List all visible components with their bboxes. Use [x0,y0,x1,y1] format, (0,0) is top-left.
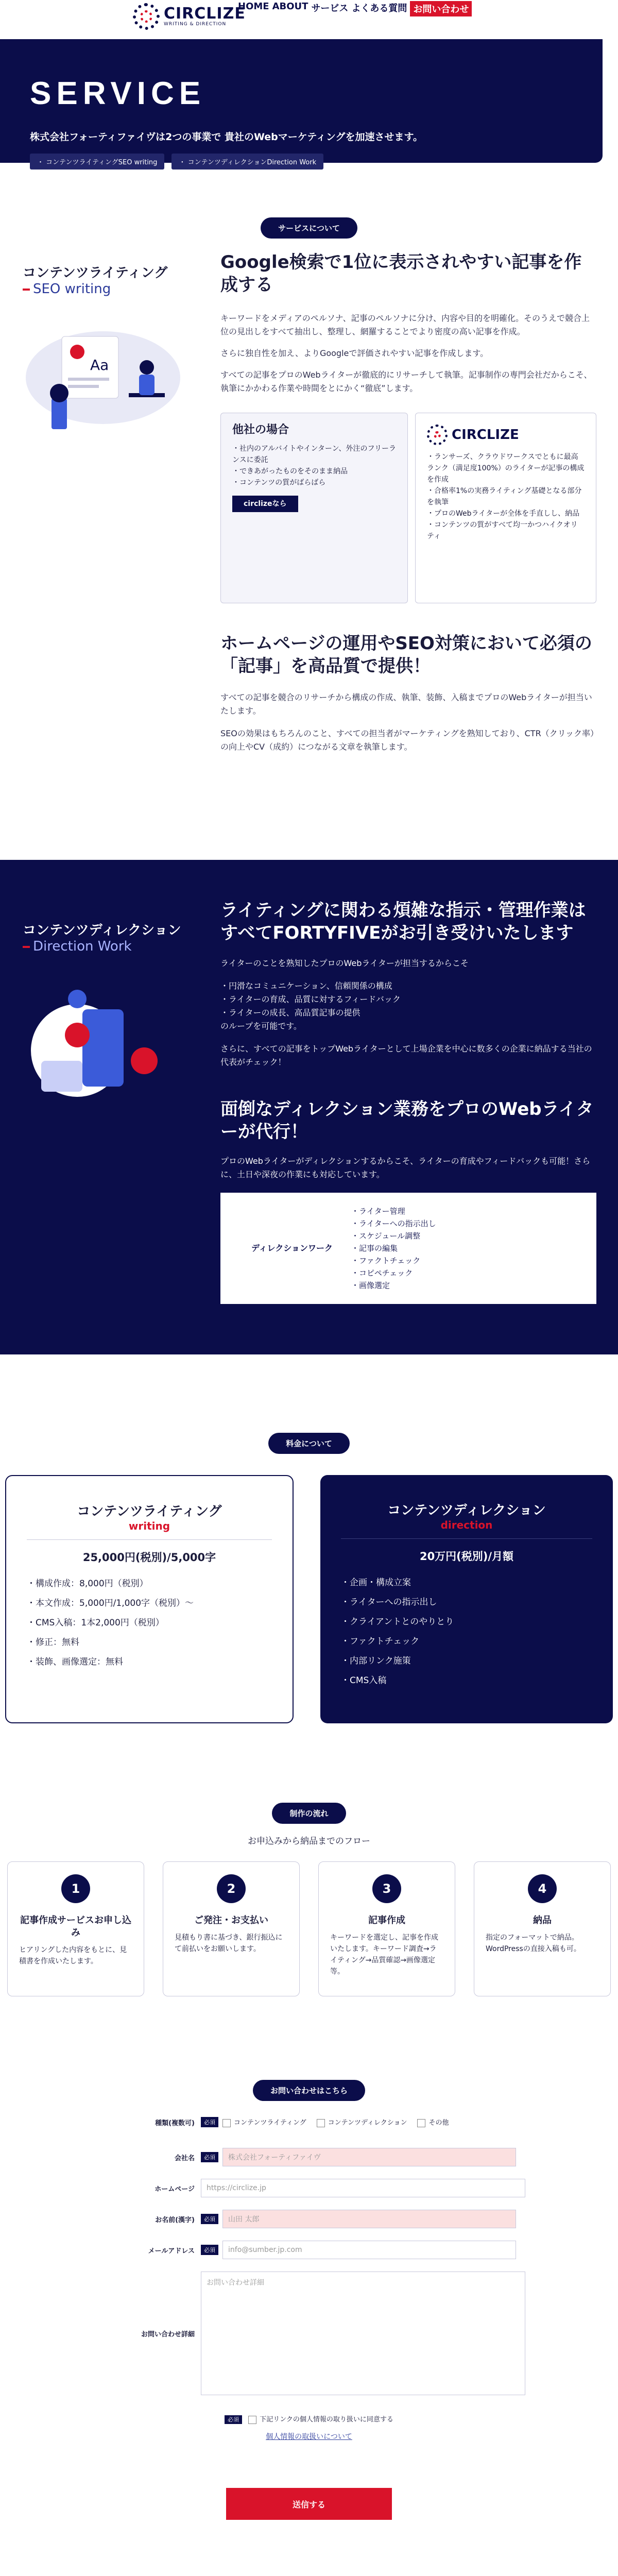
agree-checkbox[interactable] [248,2416,256,2424]
page-title: SERVICE [30,76,206,111]
kind-option-label: コンテンツディレクション [328,2119,407,2127]
red-bar [23,289,30,291]
list-item: ・スケジュール調整 [351,1231,421,1241]
site-footer [0,2520,618,2576]
svg-text:Aa: Aa [90,357,109,374]
direction-title: ライティングに関わる煩雑な指示・管理作業はすべてFORTYFIVEがお引き受けいたします [220,900,586,943]
kind-option-other[interactable] [417,2117,449,2127]
direction-p1: ライターのことを熟知したプロのWebライターが担当するからこそ [220,958,469,968]
flow-step-1 [7,1861,144,1996]
divider [27,1539,272,1540]
hero-subtitle: 株式会社フォーティファイヴは2つの事業で 貴社のWebマーケティングを加速させます。 [30,131,423,143]
price-direction-price: 20万円(税別)/月額 [419,1550,514,1563]
list-item: ・ 社内のアルバイトやインターン、外注のフリーランスに委託 [232,443,396,466]
required-badge: 必須 [201,2245,218,2255]
direction-heading-block [23,920,181,954]
list-item: ・ コンテンツの質がすべて均一かつハイクオリティ [427,519,585,542]
list-item: ・ 合格率1%の実務ライティング基礎となる部分を執筆 [427,485,585,508]
company-label: 会社名 [174,2154,195,2162]
about-pill: サービスについて [261,217,357,239]
list-item: ・ライターへの指示出し [351,1219,436,1228]
direction-heading-sub [23,939,181,954]
list-item: ・ファクトチェック [351,1256,421,1265]
price-card-direction [320,1475,613,1723]
nav-faq[interactable]: よくある質問 [351,3,407,14]
send-button[interactable]: 送信する [226,2488,392,2520]
price-writing-sub: writing [128,1520,170,1532]
step-number: 2 [217,1874,246,1903]
direction-work-table [220,1193,596,1304]
site-header [0,0,618,39]
writing-title: Google検索で1位に表示されやすい記事を作成する [220,252,582,295]
company-input[interactable]: 株式会社フォーティファイヴ [222,2148,516,2166]
required-badge: 必須 [201,2214,218,2224]
list-item: ・ CMS入稿：1本2,000円（税別） [27,1613,272,1633]
red-bar [23,946,30,948]
writing-p4: すべての記事を競合のリサーチから構成の作成、執筆、装飾、入稿までプロのWebライターが担当いたします。 [220,692,592,716]
list-item: ・記事の編集 [351,1244,398,1253]
form-row-kind [98,2117,449,2127]
homepage-input[interactable]: https://circlize.jp [201,2179,525,2197]
about-pill-wrap [0,217,618,239]
flow-step-3 [318,1861,455,1996]
step-title: 記事作成サービスお申し込み [20,1915,131,1938]
circlize-button[interactable]: circlizeなら [232,496,298,512]
checkbox[interactable] [417,2119,425,2127]
contact-form [0,2055,618,2483]
direction-body [220,899,596,1304]
list-item: ・円滑なコミュニケーション、信頼関係の構成 [220,981,392,991]
required-badge: 必須 [201,2152,218,2162]
price-direction-title: コンテンツディレクション [387,1503,546,1518]
writing-heading: コンテンツライティング [23,265,168,281]
logo-sub: WRITING & DIRECTION [164,22,227,27]
list-item: ・ライターの成長、高品質記事の提供 [220,1008,360,1018]
list-item: ・ 企画・構成立案 [341,1573,592,1592]
flow-step-4 [474,1861,611,1996]
step-text: 指定のフォーマットで納品。WordPressの直接入稿も可。 [486,1934,581,1953]
flow-pill: 制作の流れ [272,1803,346,1824]
detail-textarea[interactable]: お問い合わせ詳細 [201,2272,525,2395]
agree-row [0,2414,618,2424]
list-item-label: ライターへの指示出し [359,1219,436,1228]
form-row-homepage [98,2179,525,2197]
list-item-label: 画像選定 [359,1281,390,1290]
list-item: ・ CMS入稿 [341,1671,592,1690]
checkbox[interactable] [317,2119,325,2127]
direction-title2: 面倒なディレクション業務をプロのWebライターが代行！ [220,1099,594,1142]
logo-mark-icon [427,425,448,445]
writing-illustration [21,316,191,439]
agree-label: 下記リンクの個人情報の取り扱いに同意する [260,2416,393,2424]
kind-label: 種類(複数可) [155,2119,195,2127]
nav-home[interactable]: HOME [238,1,269,12]
price-pill-wrap [0,1433,618,1454]
list-item: ・ できあがったものをそのまま納品 [232,466,396,477]
flow-step-2 [163,1861,300,1996]
tag-writing-label: コンテンツライティングSEO writing [46,159,158,166]
list-item: ・ ランサーズ、クラウドワークスでともに最高ランク（満足度100%）のライターが記事の構成を作成 [427,451,585,485]
step-title: 記事作成 [368,1915,405,1926]
direction-heading: コンテンツディレクション [23,923,181,938]
hero [0,39,603,166]
writing-heading-sub-label: SEO writing [33,281,111,297]
circlize-box-logo [427,425,585,445]
required-badge: 必須 [201,2117,218,2127]
writing-section [0,239,618,826]
flow-pill-wrap [0,1803,618,1824]
tag-direction-label: コンテンツディレクションDirection Work [187,159,317,166]
header-logo[interactable] [133,3,246,30]
other-title: 他社の場合 [232,423,289,436]
step-title: 納品 [533,1915,552,1926]
direction-list [220,979,596,1020]
price-pill: 料金について [268,1433,350,1454]
step-text: ヒアリングした内容をもとに、見積書を作成いたします。 [19,1946,127,1965]
step-number: 1 [61,1874,90,1903]
kind-option-writing[interactable] [222,2117,306,2127]
direction-table-label: ディレクションワーク [251,1243,333,1253]
required-badge: 必須 [225,2415,242,2424]
direction-p4: プロのWebライターがディレクションするからこそ、ライターの育成やフィードバックも可能！さらに、土日や深夜の作業にも対応しています。 [220,1156,591,1179]
price-writing-title: コンテンツライティング [77,1504,222,1519]
writing-title2: ホームページの運用やSEO対策において必須の「記事」を高品質で提供！ [220,633,592,676]
list-item-label: コピペチェック [359,1268,413,1278]
list-item: ・ライター管理 [351,1207,405,1216]
direction-p3: さらに、すべての記事をトップWebライターとして上場企業を中心に数多くの企業に納品する当社の代表がチェック！ [220,1044,592,1067]
list-item-label: 円滑なコミュニケーション、信頼関係の構成 [229,981,392,991]
direction-illustration [21,984,180,1107]
circlize-box-logo-text: CIRCLIZE [452,427,519,443]
price-section [0,1354,618,1725]
writing-heading-block [23,262,167,297]
flow-lead: お申込みから納品までのフロー [248,1836,370,1846]
step-number: 4 [528,1874,557,1903]
nav-service[interactable]: サービス [311,3,349,14]
list-item: ・ 修正：無料 [27,1633,272,1652]
step-number: 3 [372,1874,401,1903]
list-item: ・コピペチェック [351,1268,413,1278]
list-item-label: スケジュール調整 [359,1231,421,1241]
list-item: ・ライターの育成、品質に対するフィードバック [220,994,401,1004]
writing-p5: SEOの効果はもちろんのこと、すべての担当者がマーケティングを熟知しており、CTR（クリック率）の向上やCV（成約）につながる文章を執筆します。 [220,728,595,752]
price-writing-list [27,1574,272,1672]
mail-input[interactable]: info@sumber.jp.com [222,2241,516,2259]
tag-writing[interactable]: ・ コンテンツライティングSEO writing [30,154,164,170]
list-item-label: ライターの育成、品質に対するフィードバック [229,994,401,1004]
kind-option-label: コンテンツライティング [234,2119,306,2127]
other-list [232,443,396,488]
list-item: ・ 装飾、画像選定：無料 [27,1652,272,1672]
divider [341,1538,592,1539]
list-item-label: 記事の編集 [359,1244,398,1253]
hero-tags [30,154,323,170]
list-item: ・ ファクトチェック [341,1632,592,1651]
logo-text: CIRCLIZE [164,5,246,23]
comparison [220,413,596,603]
global-nav [238,1,472,16]
step-title: ご発注・お支払い [194,1915,268,1926]
form-row-detail [98,2272,525,2395]
kind-option-direction[interactable] [317,2117,407,2127]
list-item: ・ プロのWebライターが全体を手直しし、納品 [427,508,585,519]
list-item-label: ファクトチェック [359,1256,421,1265]
nav-contact-button[interactable]: お問い合わせ [410,1,472,16]
other-company-box [220,413,408,603]
detail-label: お問い合わせ詳細 [141,2330,195,2338]
price-direction-list [341,1573,592,1690]
list-item: ・ 構成作成：8,000円（税別） [27,1574,272,1594]
direction-table-list [351,1205,436,1292]
circlize-box [415,413,596,603]
checkbox[interactable] [222,2119,231,2127]
form-row-name [98,2210,516,2228]
price-direction-sub: direction [440,1519,493,1531]
homepage-label: ホームページ [154,2185,195,2193]
writing-heading-sub [23,281,167,297]
name-input[interactable]: 山田 太郎 [222,2210,516,2228]
name-label: お名前(漢字) [155,2216,195,2224]
form-row-mail [98,2241,516,2259]
tag-direction[interactable]: ・ コンテンツディレクションDirection Work [171,154,323,170]
price-card-writing [5,1475,294,1723]
direction-p2: のループを可能です。 [220,1021,302,1031]
form-pill: お問い合わせはこちら [253,2080,365,2101]
writing-p3: すべての記事をプロのWebライターが徹底的にリサーチして執筆。記事制作の専門会社だからこそ、執筆にかかわる作業や時間をとにかく“徹底”します。 [220,370,592,393]
list-item: ・画像選定 [351,1281,390,1290]
form-row-company [98,2148,516,2166]
send-wrap [0,2488,618,2520]
mail-label: メールアドレス [148,2247,195,2255]
list-item-label: ライター管理 [359,1207,405,1216]
writing-body [220,251,596,754]
nav-about[interactable]: ABOUT [272,1,308,12]
writing-p2: さらに独自性を加え、よりGoogleで評価されやすい記事を作成します。 [220,348,489,358]
list-item: ・ ライターへの指示出し [341,1592,592,1612]
list-item: ・ コンテンツの質がばらばら [232,477,396,488]
form-pill-wrap [0,2080,618,2101]
logo-wordmark [164,6,246,27]
privacy-link[interactable]: 個人情報の取扱いについて [266,2433,352,2441]
circlize-list [427,451,585,542]
logo-mark-icon [133,3,160,30]
list-item: ・ クライアントとのやりとり [341,1612,592,1632]
direction-heading-sub-label: Direction Work [33,939,132,954]
step-text: キーワードを選定し、記事を作成いたします。キーワード調査→ライティング→品質確認→画像選定等。 [330,1934,438,1976]
list-item-label: ライターの成長、高品質記事の提供 [229,1008,360,1018]
list-item: ・ 内部リンク施策 [341,1651,592,1671]
writing-p1: キーワードをメディアのペルソナ、記事のペルソナに分け、内容や目的を明確化。そのうえで競合上位の見出しをすべて抽出し、整理し、網羅することでより密度の高い記事を作成。 [220,313,590,336]
flow-section [0,1725,618,2055]
kind-option-label: その他 [428,2119,449,2127]
direction-section [0,860,618,1354]
list-item: ・ 本文作成：5,000円/1,000字（税別）〜 [27,1594,272,1613]
price-writing-price: 25,000円(税別)/5,000字 [82,1551,216,1564]
step-text: 見積もり書に基づき、銀行振込にて前払いをお願いします。 [175,1934,283,1953]
